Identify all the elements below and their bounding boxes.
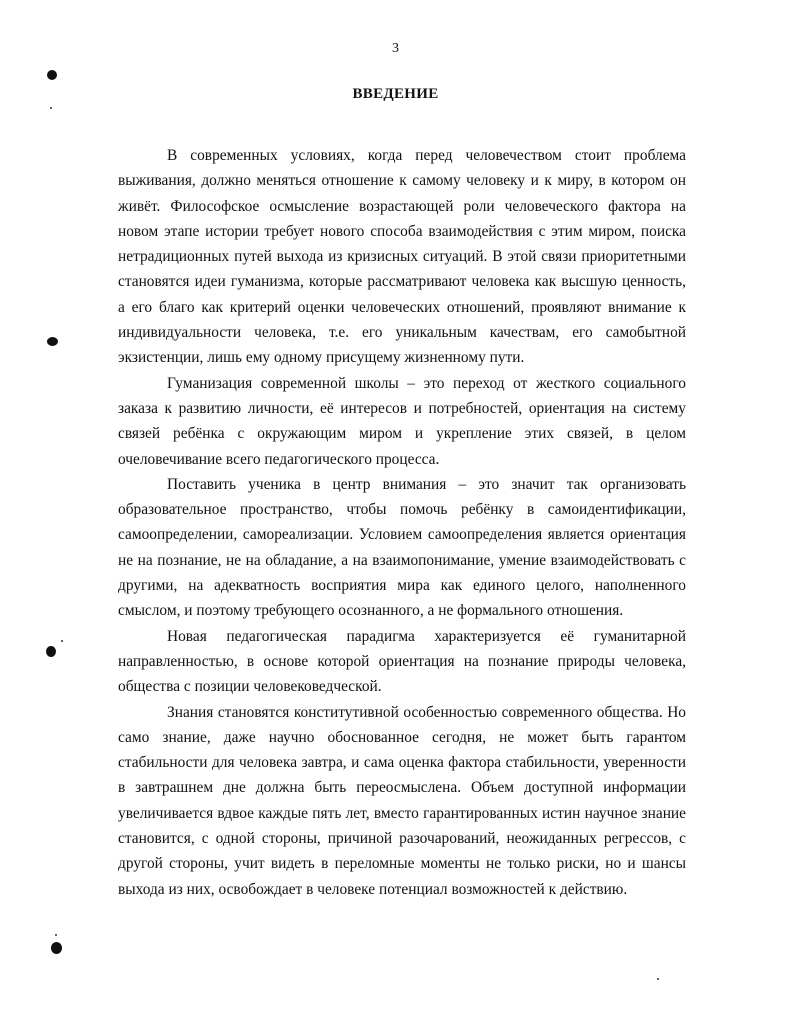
binding-hole-mark bbox=[47, 337, 58, 346]
scan-speck bbox=[657, 978, 659, 980]
document-body bbox=[118, 143, 686, 902]
paragraph: Гуманизация современной школы – это переход от жесткого социального заказа к развитию личности, её интересов и потребностей, ориентация на систему связей ребёнка с окружающим миром и укрепление этих связей, в целом очеловечивание всего педагогического процесса. bbox=[118, 374, 686, 468]
binding-hole-mark bbox=[46, 646, 56, 657]
scan-speck bbox=[50, 107, 52, 109]
scan-speck bbox=[61, 640, 63, 642]
paragraph: Знания становятся конститутивной особенностью современного общества. Но само знание, даже научно обоснованное сегодня, не может быть гарантом стабильности для человека завтра, и сама оценка фактора стабильности, уверенности в завтрашнем дне должна быть переосмыслена. Объем доступной информации увеличивается вдвое каждые пять лет, вместо гарантированных истин научное знание становится, с одной стороны, причиной разочарований, неожиданных регрессов, с другой стороны, учит видеть в переломные моменты не только риски, но и шансы выхода из них, освобождает в человеке потенциал возможностей к действию. bbox=[118, 703, 686, 898]
scan-speck bbox=[55, 934, 57, 936]
paragraph: В современных условиях, когда перед человечеством стоит проблема выживания, должно меняться отношение к самому человеку и к миру, в котором он живёт. Философское осмысление возрастающей роли человеческого фактора на новом этапе истории требует нового способа взаимодействия с этим миром, поиска нетрадиционных путей выхода из кризисных ситуаций. В этой связи приоритетными становятся идеи гуманизма, которые рассматривают человека как высшую ценность, а его благо как критерий оценки человеческих отношений, проявляют внимание к индивидуальности человека, т.е. его уникальным качествам, его самобытной экзистенции, лишь ему одному присущему жизненному пути. bbox=[118, 147, 686, 367]
page-title: ВВЕДЕНИЕ bbox=[352, 86, 439, 102]
page-number: 3 bbox=[392, 41, 399, 56]
paragraph: Поставить ученика в центр внимания – это значит так организовать образовательное пространство, чтобы помочь ребёнку в самоидентификации, самоопределении, самореализации. Условием самоопределения является ориентация не на познание, не на обладание, а на взаимопонимание, умение взаимодействовать с другими, на адекватность восприятия мира как единого целого, наполненного смыслом, и поэтому требующего осознанного, а не формального отношения. bbox=[118, 475, 686, 620]
paragraph: Новая педагогическая парадигма характеризуется её гуманитарной направленностью, в основе которой ориентация на познание природы человека, общества с позиции человековедческой. bbox=[118, 627, 686, 696]
binding-hole-mark bbox=[47, 70, 57, 80]
binding-hole-mark bbox=[51, 942, 62, 954]
